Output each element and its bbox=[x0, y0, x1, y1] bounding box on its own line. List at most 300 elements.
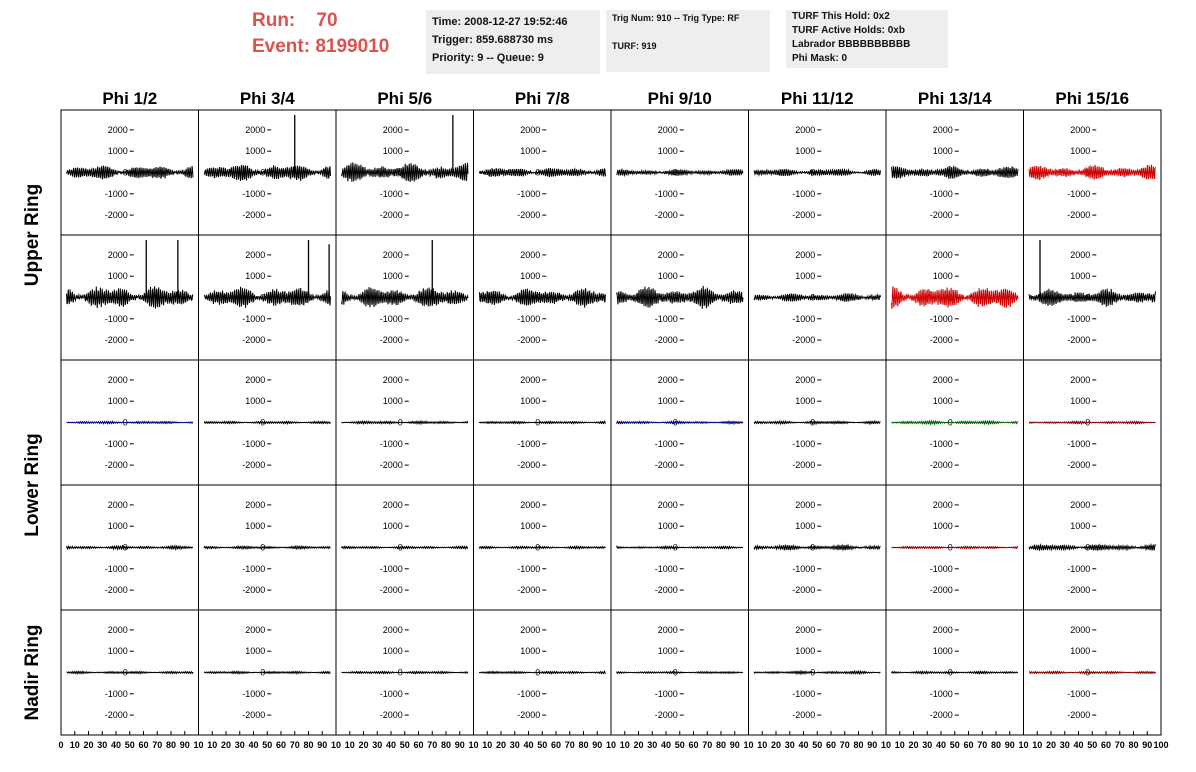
y-tick-label: -1000 bbox=[104, 563, 128, 574]
y-tick-label: 0 bbox=[672, 292, 678, 303]
y-tick-label: -2000 bbox=[379, 335, 403, 346]
y-tick-label: 0 bbox=[122, 292, 128, 303]
y-tick-label: 0 bbox=[947, 292, 953, 303]
x-tick-label: 20 bbox=[633, 740, 644, 750]
y-tick-label: 2000 bbox=[932, 499, 953, 510]
y-tick-label: -2000 bbox=[379, 585, 403, 596]
y-tick-label: 0 bbox=[947, 542, 953, 553]
y-tick-label: 1000 bbox=[245, 521, 266, 532]
waveform-trace bbox=[479, 168, 606, 177]
y-tick-label: 2000 bbox=[795, 624, 816, 635]
waveform-trace bbox=[617, 672, 744, 674]
y-tick-label: 2000 bbox=[107, 124, 128, 135]
y-tick-label: 2000 bbox=[382, 499, 403, 510]
y-tick-label: -1000 bbox=[104, 188, 128, 199]
column-title: Phi 7/8 bbox=[514, 89, 570, 108]
ring-label: Upper Ring bbox=[22, 183, 43, 287]
waveform-trace bbox=[67, 546, 194, 550]
x-tick-label: 10 bbox=[894, 740, 905, 750]
y-tick-label: 1000 bbox=[657, 396, 678, 407]
waveform-trace bbox=[479, 671, 606, 673]
y-tick-label: -2000 bbox=[654, 210, 678, 221]
y-tick-label: 2000 bbox=[382, 124, 403, 135]
y-tick-label: -2000 bbox=[792, 335, 816, 346]
y-tick-label: -1000 bbox=[379, 313, 403, 324]
x-tick-label: 10 bbox=[1018, 740, 1029, 750]
y-tick-label: 2000 bbox=[657, 124, 678, 135]
waveform-trace bbox=[67, 421, 194, 423]
waveform-trace bbox=[342, 546, 469, 548]
y-tick-label: 0 bbox=[1085, 167, 1091, 178]
x-tick-label: 80 bbox=[578, 740, 589, 750]
waveform-trace bbox=[754, 671, 881, 674]
x-tick-label: 50 bbox=[262, 740, 273, 750]
waveform-trace bbox=[892, 421, 1019, 424]
y-tick-label: 1000 bbox=[795, 521, 816, 532]
y-tick-label: -2000 bbox=[1067, 335, 1091, 346]
x-tick-label: 40 bbox=[1073, 740, 1084, 750]
y-tick-label: 1000 bbox=[520, 146, 541, 157]
y-tick-label: 2000 bbox=[932, 124, 953, 135]
y-tick-label: 1000 bbox=[382, 146, 403, 157]
y-tick-label: -1000 bbox=[379, 563, 403, 574]
waveform-trace bbox=[479, 288, 606, 308]
x-tick-label: 80 bbox=[853, 740, 864, 750]
x-tick-label: 70 bbox=[839, 740, 850, 750]
x-tick-label: 10 bbox=[468, 740, 479, 750]
x-tick-label: 60 bbox=[413, 740, 424, 750]
x-tick-label: 30 bbox=[922, 740, 933, 750]
waveform-trace bbox=[617, 546, 744, 549]
x-tick-label: 80 bbox=[990, 740, 1002, 750]
y-tick-label: -2000 bbox=[517, 585, 541, 596]
event-label: Event: bbox=[252, 36, 311, 57]
x-tick-label: 80 bbox=[303, 740, 314, 750]
y-tick-label: -1000 bbox=[242, 313, 266, 324]
x-tick-label: 40 bbox=[798, 740, 809, 750]
waveform-trace bbox=[67, 286, 194, 308]
x-tick-label: 70 bbox=[427, 740, 438, 750]
y-tick-label: -2000 bbox=[517, 460, 541, 471]
y-tick-label: 1000 bbox=[245, 396, 266, 407]
y-tick-label: 2000 bbox=[382, 249, 403, 260]
y-tick-label: -1000 bbox=[104, 313, 128, 324]
y-tick-label: 2000 bbox=[932, 374, 953, 385]
y-tick-label: 0 bbox=[1085, 417, 1091, 428]
y-tick-label: 0 bbox=[672, 667, 678, 678]
y-tick-label: 2000 bbox=[520, 374, 541, 385]
y-tick-label: -2000 bbox=[104, 585, 128, 596]
y-tick-label: -1000 bbox=[104, 688, 128, 699]
x-tick-label: 50 bbox=[949, 740, 960, 750]
y-tick-label: -2000 bbox=[792, 585, 816, 596]
y-tick-label: 1000 bbox=[520, 396, 541, 407]
x-tick-label: 60 bbox=[963, 740, 974, 750]
waveform-trace bbox=[1029, 421, 1156, 424]
x-tick-label: 40 bbox=[248, 740, 259, 750]
y-tick-label: 2000 bbox=[107, 249, 128, 260]
y-tick-label: 1000 bbox=[520, 646, 541, 657]
x-tick-label: 60 bbox=[825, 740, 837, 750]
y-tick-label: -1000 bbox=[929, 563, 953, 574]
y-tick-label: 2000 bbox=[1070, 499, 1091, 510]
y-tick-label: 0 bbox=[535, 667, 541, 678]
y-tick-label: 1000 bbox=[382, 396, 403, 407]
x-tick-label: 10 bbox=[1032, 740, 1043, 750]
y-tick-label: -2000 bbox=[654, 710, 678, 721]
event-value: 8199010 bbox=[315, 36, 390, 57]
y-tick-label: -1000 bbox=[1067, 563, 1091, 574]
x-tick-label: 30 bbox=[647, 740, 658, 750]
x-tick-label: 70 bbox=[1114, 740, 1125, 750]
priority-line: Priority: 9 -- Queue: 9 bbox=[432, 52, 544, 64]
x-tick-label: 20 bbox=[770, 740, 782, 750]
y-tick-label: 0 bbox=[947, 417, 953, 428]
y-tick-label: 0 bbox=[122, 542, 128, 553]
waveform-trace bbox=[617, 286, 744, 309]
x-tick-label: 20 bbox=[220, 740, 232, 750]
y-tick-label: 2000 bbox=[520, 249, 541, 260]
y-tick-label: -1000 bbox=[242, 438, 266, 449]
y-tick-label: -1000 bbox=[654, 188, 678, 199]
x-tick-label: 40 bbox=[385, 740, 397, 750]
x-tick-label: 60 bbox=[550, 740, 562, 750]
y-tick-label: -2000 bbox=[104, 210, 128, 221]
x-tick-label: 50 bbox=[537, 740, 548, 750]
y-tick-label: 0 bbox=[397, 292, 403, 303]
y-tick-label: 2000 bbox=[107, 499, 128, 510]
run-label: Run: bbox=[252, 10, 296, 31]
x-tick-label: 70 bbox=[564, 740, 575, 750]
x-tick-label: 30 bbox=[372, 740, 383, 750]
x-tick-label: 20 bbox=[83, 740, 94, 750]
y-tick-label: 1000 bbox=[107, 396, 128, 407]
y-tick-label: 0 bbox=[810, 417, 816, 428]
x-tick-label: 30 bbox=[784, 740, 795, 750]
y-tick-label: 2000 bbox=[520, 124, 541, 135]
y-tick-label: 0 bbox=[260, 417, 266, 428]
y-tick-label: -2000 bbox=[654, 585, 678, 596]
y-tick-label: -2000 bbox=[379, 460, 403, 471]
x-tick-label: 80 bbox=[715, 740, 727, 750]
y-tick-label: 2000 bbox=[382, 374, 403, 385]
trigger-line: Trigger: 859.688730 ms bbox=[432, 34, 554, 46]
column-title: Phi 1/2 bbox=[102, 89, 158, 108]
x-tick-label: 40 bbox=[523, 740, 534, 750]
x-tick-label: 60 bbox=[275, 740, 287, 750]
y-tick-label: 2000 bbox=[795, 249, 816, 260]
y-tick-label: 1000 bbox=[932, 146, 953, 157]
ring-label: Nadir Ring bbox=[22, 624, 43, 721]
y-tick-label: 2000 bbox=[657, 624, 678, 635]
x-tick-label: 90 bbox=[592, 740, 603, 750]
y-tick-label: 0 bbox=[810, 667, 816, 678]
y-tick-label: 0 bbox=[260, 167, 266, 178]
y-tick-label: -2000 bbox=[654, 460, 678, 471]
x-tick-label: 90 bbox=[867, 740, 878, 750]
y-tick-label: 0 bbox=[122, 667, 128, 678]
waveform-trace bbox=[342, 671, 469, 673]
y-tick-label: 1000 bbox=[107, 146, 128, 157]
y-tick-label: -2000 bbox=[517, 710, 541, 721]
waveform-trace bbox=[1029, 165, 1156, 180]
y-tick-label: -2000 bbox=[1067, 585, 1091, 596]
column-title: Phi 5/6 bbox=[377, 89, 433, 108]
column-title: Phi 11/12 bbox=[780, 89, 854, 108]
y-tick-label: 1000 bbox=[107, 271, 128, 282]
x-tick-label: 50 bbox=[1087, 740, 1098, 750]
x-tick-label: 90 bbox=[1004, 740, 1015, 750]
y-tick-label: -1000 bbox=[242, 688, 266, 699]
y-tick-label: 0 bbox=[1085, 667, 1091, 678]
y-tick-label: -1000 bbox=[792, 313, 816, 324]
y-tick-label: -2000 bbox=[242, 710, 266, 721]
x-tick-label: 30 bbox=[97, 740, 108, 750]
y-tick-label: 0 bbox=[397, 542, 403, 553]
x-tick-label: 10 bbox=[619, 740, 630, 750]
time-line: Time: 2008-12-27 19:52:46 bbox=[432, 16, 568, 28]
x-tick-label: 40 bbox=[110, 740, 122, 750]
y-tick-label: -2000 bbox=[929, 210, 953, 221]
y-tick-label: 1000 bbox=[1070, 271, 1091, 282]
y-tick-label: 0 bbox=[535, 292, 541, 303]
x-tick-label: 50 bbox=[674, 740, 685, 750]
y-tick-label: 0 bbox=[397, 167, 403, 178]
y-tick-label: 1000 bbox=[382, 271, 403, 282]
y-tick-label: -2000 bbox=[929, 585, 953, 596]
y-tick-label: 1000 bbox=[520, 271, 541, 282]
y-tick-label: 0 bbox=[535, 542, 541, 553]
y-tick-label: -2000 bbox=[1067, 460, 1091, 471]
y-tick-label: 2000 bbox=[657, 374, 678, 385]
phi-mask-line: Phi Mask: 0 bbox=[792, 53, 848, 64]
x-tick-label: 80 bbox=[1128, 740, 1139, 750]
y-tick-label: -2000 bbox=[517, 335, 541, 346]
waveform-trace bbox=[892, 166, 1019, 179]
y-tick-label: 1000 bbox=[795, 146, 816, 157]
y-tick-label: -1000 bbox=[792, 188, 816, 199]
y-tick-label: 1000 bbox=[657, 646, 678, 657]
waveform-trace bbox=[67, 671, 194, 673]
x-tick-label: 10 bbox=[880, 740, 892, 750]
y-tick-label: 0 bbox=[397, 667, 403, 678]
waveform-trace bbox=[754, 169, 881, 176]
waveform-trace bbox=[754, 293, 881, 301]
y-tick-label: 1000 bbox=[795, 646, 816, 657]
x-tick-label: 10 bbox=[605, 740, 617, 750]
y-tick-label: 0 bbox=[810, 292, 816, 303]
turf-this-hold-line: TURF This Hold: 0x2 bbox=[792, 11, 890, 22]
y-tick-label: -1000 bbox=[1067, 188, 1091, 199]
waveform-trace bbox=[1029, 544, 1156, 550]
y-tick-label: 2000 bbox=[382, 624, 403, 635]
y-tick-label: 0 bbox=[947, 667, 953, 678]
x-tick-label: 70 bbox=[152, 740, 163, 750]
y-tick-label: 0 bbox=[672, 167, 678, 178]
x-tick-label: 0 bbox=[58, 740, 64, 750]
x-tick-label: 30 bbox=[1059, 740, 1070, 750]
y-tick-label: 2000 bbox=[657, 499, 678, 510]
y-tick-label: 0 bbox=[947, 167, 953, 178]
y-tick-label: 1000 bbox=[1070, 146, 1091, 157]
waveform-trace bbox=[204, 546, 331, 549]
x-tick-label: 20 bbox=[1045, 740, 1057, 750]
x-tick-label: 10 bbox=[193, 740, 204, 750]
y-tick-label: 1000 bbox=[932, 271, 953, 282]
y-tick-label: -1000 bbox=[792, 688, 816, 699]
y-tick-label: -1000 bbox=[654, 563, 678, 574]
y-tick-label: 1000 bbox=[245, 646, 266, 657]
y-tick-label: -2000 bbox=[379, 710, 403, 721]
y-tick-label: 0 bbox=[535, 417, 541, 428]
waveform-trace bbox=[754, 421, 881, 424]
waveform-trace bbox=[342, 421, 469, 424]
ring-label: Lower Ring bbox=[22, 433, 43, 537]
y-tick-label: -2000 bbox=[929, 460, 953, 471]
y-tick-label: 1000 bbox=[932, 396, 953, 407]
y-tick-label: 2000 bbox=[245, 499, 266, 510]
y-tick-label: -1000 bbox=[1067, 438, 1091, 449]
x-tick-label: 30 bbox=[509, 740, 520, 750]
y-tick-label: 1000 bbox=[245, 271, 266, 282]
waveform-trace bbox=[479, 421, 606, 423]
y-tick-label: -1000 bbox=[1067, 313, 1091, 324]
y-tick-label: -2000 bbox=[792, 460, 816, 471]
x-tick-label: 30 bbox=[234, 740, 245, 750]
x-tick-label: 90 bbox=[454, 740, 465, 750]
x-tick-label: 90 bbox=[317, 740, 328, 750]
waveform-trace bbox=[1029, 671, 1156, 673]
y-tick-label: -1000 bbox=[104, 438, 128, 449]
waveform-trace bbox=[479, 546, 606, 549]
waveform-trace bbox=[204, 421, 331, 423]
y-tick-label: 0 bbox=[260, 542, 266, 553]
y-tick-label: -1000 bbox=[379, 688, 403, 699]
y-tick-label: -1000 bbox=[929, 438, 953, 449]
y-tick-label: 2000 bbox=[1070, 374, 1091, 385]
y-tick-label: 2000 bbox=[520, 499, 541, 510]
y-tick-label: 0 bbox=[1085, 542, 1091, 553]
x-tick-label: 20 bbox=[495, 740, 507, 750]
x-tick-label: 80 bbox=[440, 740, 452, 750]
y-tick-label: -1000 bbox=[517, 313, 541, 324]
y-tick-label: 2000 bbox=[245, 249, 266, 260]
y-tick-label: -2000 bbox=[104, 710, 128, 721]
y-tick-label: -2000 bbox=[929, 335, 953, 346]
y-tick-label: 2000 bbox=[107, 624, 128, 635]
waveform-trace bbox=[342, 287, 469, 307]
turf-active-holds-line: TURF Active Holds: 0xb bbox=[792, 25, 905, 36]
x-tick-label: 60 bbox=[1100, 740, 1112, 750]
y-tick-label: -2000 bbox=[654, 335, 678, 346]
x-tick-label: 10 bbox=[344, 740, 355, 750]
y-tick-label: 2000 bbox=[1070, 624, 1091, 635]
waveform-trace bbox=[892, 671, 1019, 674]
y-tick-label: 0 bbox=[1085, 292, 1091, 303]
y-tick-label: 2000 bbox=[657, 249, 678, 260]
x-tick-label: 50 bbox=[812, 740, 823, 750]
waveform-trace bbox=[342, 162, 469, 182]
x-tick-label: 10 bbox=[482, 740, 493, 750]
x-tick-label: 60 bbox=[688, 740, 699, 750]
y-tick-label: -1000 bbox=[1067, 688, 1091, 699]
y-tick-label: -1000 bbox=[929, 313, 953, 324]
y-tick-label: 2000 bbox=[245, 374, 266, 385]
y-tick-label: 2000 bbox=[245, 124, 266, 135]
x-tick-label: 100 bbox=[1153, 740, 1169, 750]
y-tick-label: 1000 bbox=[382, 646, 403, 657]
y-tick-label: 0 bbox=[260, 667, 266, 678]
y-tick-label: 2000 bbox=[932, 249, 953, 260]
x-tick-label: 90 bbox=[179, 740, 190, 750]
x-tick-label: 60 bbox=[138, 740, 149, 750]
y-tick-label: 0 bbox=[672, 417, 678, 428]
x-tick-label: 90 bbox=[1142, 740, 1153, 750]
y-tick-label: 1000 bbox=[107, 521, 128, 532]
x-tick-label: 90 bbox=[729, 740, 740, 750]
run-value: 70 bbox=[316, 10, 338, 31]
x-tick-label: 10 bbox=[69, 740, 80, 750]
y-tick-label: -2000 bbox=[792, 710, 816, 721]
waveform-trace bbox=[892, 546, 1019, 548]
y-tick-label: -1000 bbox=[379, 188, 403, 199]
y-tick-label: -2000 bbox=[1067, 710, 1091, 721]
y-tick-label: -2000 bbox=[104, 335, 128, 346]
y-tick-label: -1000 bbox=[379, 438, 403, 449]
y-tick-label: 1000 bbox=[795, 271, 816, 282]
y-tick-label: 2000 bbox=[520, 624, 541, 635]
y-tick-label: -2000 bbox=[379, 210, 403, 221]
trig-num-line: Trig Num: 910 -- Trig Type: RF bbox=[612, 13, 740, 23]
y-tick-label: 2000 bbox=[107, 374, 128, 385]
y-tick-label: 0 bbox=[260, 292, 266, 303]
y-tick-label: 0 bbox=[672, 542, 678, 553]
x-tick-label: 10 bbox=[207, 740, 218, 750]
y-tick-label: 0 bbox=[122, 167, 128, 178]
y-tick-label: -2000 bbox=[104, 460, 128, 471]
x-tick-label: 50 bbox=[124, 740, 135, 750]
y-tick-label: 1000 bbox=[932, 521, 953, 532]
x-tick-label: 70 bbox=[289, 740, 300, 750]
y-tick-label: 1000 bbox=[1070, 646, 1091, 657]
y-tick-label: 0 bbox=[810, 542, 816, 553]
y-tick-label: -1000 bbox=[242, 563, 266, 574]
x-tick-label: 40 bbox=[660, 740, 672, 750]
waveform-trace bbox=[204, 287, 331, 308]
y-tick-label: -2000 bbox=[242, 585, 266, 596]
y-tick-label: 1000 bbox=[1070, 396, 1091, 407]
x-tick-label: 10 bbox=[330, 740, 342, 750]
y-tick-label: 2000 bbox=[795, 124, 816, 135]
y-tick-label: 0 bbox=[122, 417, 128, 428]
x-tick-label: 80 bbox=[165, 740, 177, 750]
y-tick-label: 1000 bbox=[245, 146, 266, 157]
waveform-trace bbox=[892, 286, 1019, 309]
waveform-trace bbox=[754, 545, 881, 550]
column-title: Phi 13/14 bbox=[917, 89, 992, 108]
x-tick-label: 20 bbox=[908, 740, 919, 750]
y-tick-label: -2000 bbox=[242, 210, 266, 221]
labrador-line: Labrador BBBBBBBBBB bbox=[792, 39, 911, 50]
waveform-trace bbox=[204, 671, 331, 673]
waveform-trace bbox=[204, 165, 331, 181]
x-tick-label: 10 bbox=[757, 740, 768, 750]
y-tick-label: 1000 bbox=[520, 521, 541, 532]
y-tick-label: -1000 bbox=[517, 188, 541, 199]
x-tick-label: 10 bbox=[743, 740, 754, 750]
y-tick-label: -1000 bbox=[654, 438, 678, 449]
y-tick-label: 1000 bbox=[657, 146, 678, 157]
